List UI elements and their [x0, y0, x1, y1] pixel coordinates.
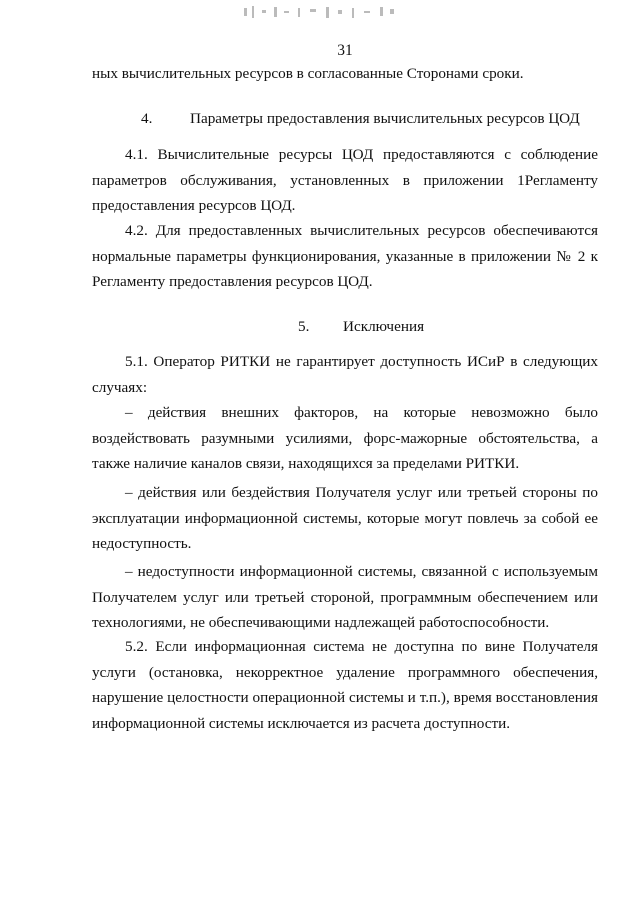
paragraph-5-2: 5.2. Если информационная система не доступна по вине Получателя услуги (остановка, некорректное удаление программного обеспечения, нарушение целостности операционной системы и т.п.), время восстановления информационной системы исключается из расчета доступности.: [92, 638, 598, 732]
section-5-title: Исключения: [343, 318, 425, 335]
bullet-1: – действия внешних факторов, на которые невозможно было воздействовать разумными усилиями, форс-мажорные обстоятельства, а также наличие каналов связи, находящихся за пределами РИТКИ.: [92, 404, 598, 473]
paragraph-5-1: 5.1. Оператор РИТКИ не гарантирует доступность ИСиР в следующих случаях:: [92, 353, 598, 396]
section-5-number: 5.: [298, 318, 310, 335]
continuation-line: ных вычислительных ресурсов в согласованные Сторонами сроки.: [92, 65, 524, 82]
scan-artifact: [240, 2, 400, 24]
section-4-number: 4.: [141, 110, 153, 127]
section-4-title: Параметры предоставления вычислительных ресурсов ЦОД: [190, 110, 580, 127]
paragraph-4-1: 4.1. Вычислительные ресурсы ЦОД предоставляются с соблюдение параметров обслуживания, установленных в приложении 1Регламенту предоставления ресурсов ЦОД.: [92, 146, 598, 215]
page-number: 31: [337, 42, 353, 59]
bullet-3: – недоступности информационной системы, связанной с используемым Получателем услуг или третьей стороной, программным обеспечением или технологиями, не обеспечивающими надлежащей работоспособности.: [92, 563, 598, 632]
paragraph-4-2: 4.2. Для предоставленных вычислительных ресурсов обеспечиваются нормальные параметры функционирования, указанные в приложении № 2 к Регламенту предоставления ресурсов ЦОД.: [92, 222, 598, 291]
bullet-2: – действия или бездействия Получателя услуг или третьей стороны по эксплуатации информационной системы, которые могут повлечь за собой ее недоступность.: [92, 484, 598, 553]
